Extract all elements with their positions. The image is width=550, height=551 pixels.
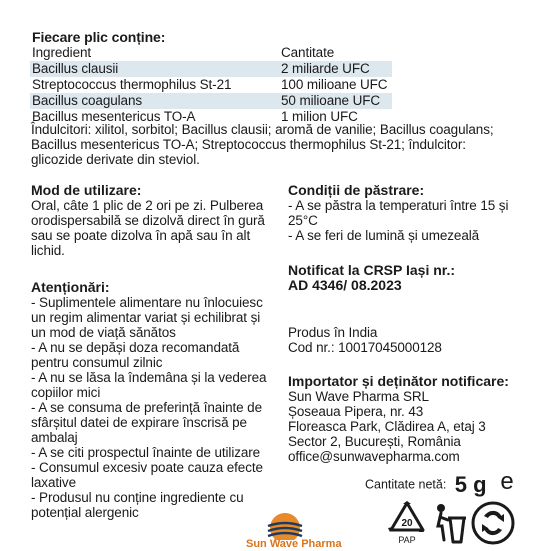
storage-line: - A se păstra la temperaturi între 15 și — [288, 198, 509, 213]
estimated-sign-glyph: e — [500, 470, 514, 494]
ingredient-amount: 2 miliarde UFC — [281, 61, 370, 76]
storage-line: 25°C — [288, 213, 318, 228]
warning-line: - A nu se depăși doza recomandată — [31, 340, 240, 355]
table-row — [30, 61, 392, 77]
importer-line: Floreasca Park, Clădirea A, etaj 3 — [288, 419, 486, 434]
ingredient-amount: 100 milioane UFC — [281, 77, 388, 92]
ingredient-header-name: Ingredient — [32, 45, 92, 60]
warning-line: - Produsul nu conține ingrediente cu — [31, 490, 244, 505]
left-column — [31, 183, 271, 520]
warning-line: - Consumul excesiv poate cauza efecte — [31, 460, 263, 475]
product-code: Cod nr.: 10017045000128 — [288, 340, 442, 355]
net-quantity-value: 5 g — [454, 471, 487, 497]
pap-code: 20 — [401, 518, 413, 529]
pap-recycle-icon — [386, 500, 428, 546]
ingredient-table-title: Fiecare plic conține: — [32, 29, 166, 45]
logo-text: Sun Wave Pharma — [246, 538, 342, 550]
warning-line: un mod de viață sănătos — [31, 325, 176, 340]
ingredient-amount: 50 milioane UFC — [281, 93, 381, 108]
warning-line: copiilor mici — [31, 385, 101, 400]
notification-number: AD 4346/ 08.2023 — [288, 277, 402, 293]
warning-line: - A nu se lăsa la îndemâna și la vederea — [31, 370, 267, 385]
ingredient-name: Bacillus coagulans — [32, 93, 143, 108]
ingredient-table — [30, 30, 392, 125]
table-row — [30, 77, 392, 93]
ingredient-name: Bacillus mesentericus TO-A — [32, 109, 196, 124]
ingredient-name: Streptococcus thermophilus St-21 — [32, 77, 232, 92]
tidyman-icon — [432, 500, 468, 546]
pap-label: PAP — [398, 535, 416, 545]
usage-line: lichid. — [31, 243, 65, 258]
product-origin: Produs în India — [288, 325, 378, 340]
green-dot-icon — [470, 500, 516, 546]
right-column — [288, 183, 528, 464]
net-quantity — [365, 470, 519, 499]
usage-line: sau se poate dizolva în apă sau în alt — [31, 228, 251, 243]
usage-line: Oral, câte 1 plic de 2 ori pe zi. Pulberea — [31, 198, 264, 213]
sweeteners-line: glicozide derivate din steviol. — [31, 152, 200, 167]
importer-title: Importator și deținător notificare: — [288, 373, 509, 389]
warning-line: laxative — [31, 475, 76, 490]
notification-title: Notificat la CRSP Iași nr.: — [288, 262, 456, 278]
warning-line: - A se citi prospectul înainte de utilizare — [31, 445, 261, 460]
importer-line: Sun Wave Pharma SRL — [288, 389, 429, 404]
usage-line: orodispersabilă se dizolvă direct în gură — [31, 213, 265, 228]
storage-title: Condiții de păstrare: — [288, 182, 425, 198]
ingredient-header-row — [30, 45, 392, 61]
storage-line: - A se feri de lumină și umezeală — [288, 228, 480, 243]
warning-line: ambalaj — [31, 430, 78, 445]
warning-line: potențial alergenic — [31, 505, 139, 520]
table-row — [30, 93, 392, 109]
sweeteners-line: Îndulcitori: xilitol, sorbitol; Bacillus clausii; aromă de vanilie; Bacillus coagulans; — [31, 122, 494, 137]
ingredient-header-amount: Cantitate — [281, 45, 335, 60]
warning-line: un regim alimentar variat și echilibrat și — [31, 310, 261, 325]
ingredient-name: Bacillus clausii — [32, 61, 119, 76]
warning-line: sfârșitul datei de expirare înscrisă pe — [31, 415, 247, 430]
warnings-title: Atenționări: — [31, 279, 110, 295]
importer-line: Sector 2, București, România — [288, 434, 461, 449]
warning-line: pentru consumul zilnic — [31, 355, 163, 370]
importer-email: office@sunwavepharma.com — [288, 449, 460, 464]
importer-line: Șoseaua Pipera, nr. 43 — [288, 404, 424, 419]
usage-title: Mod de utilizare: — [31, 182, 142, 198]
sweeteners-line: Bacillus mesentericus TO-A; Streptococcus thermophilus St-21; îndulcitor: — [31, 137, 466, 152]
warning-line: - A se consuma de preferință înainte de — [31, 400, 262, 415]
sweeteners-paragraph — [31, 122, 541, 167]
net-quantity-label: Cantitate netă: — [365, 477, 447, 492]
estimated-sign-icon — [495, 470, 519, 498]
warning-line: - Suplimentele alimentare nu înlocuiesc — [31, 295, 263, 310]
ingredient-amount: 1 milion UFC — [281, 109, 358, 124]
